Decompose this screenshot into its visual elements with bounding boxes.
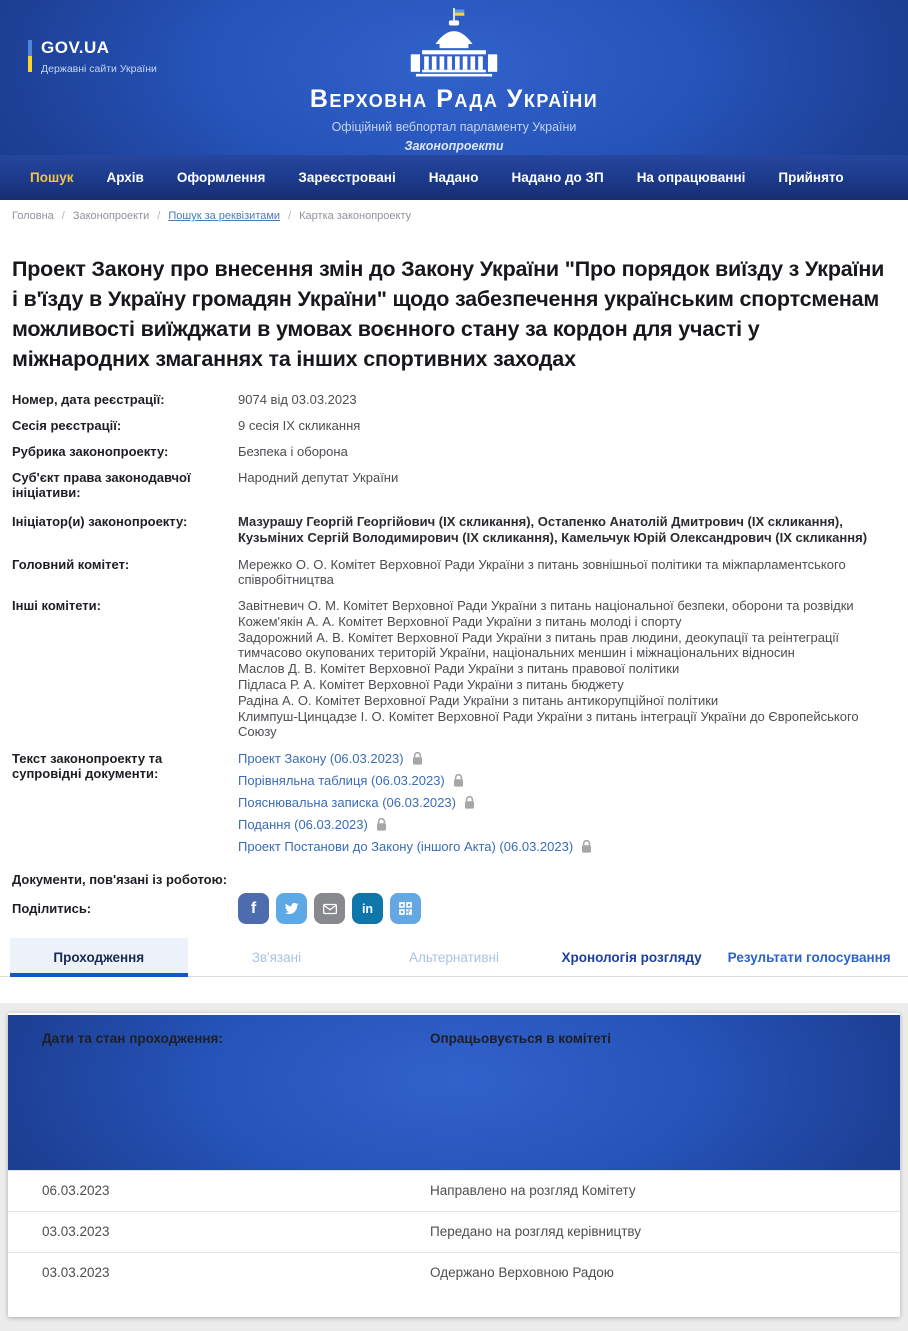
committee-item: Задорожний А. В. Комітет Верховної Ради України з питань прав людини, деокупації та реінтеграції тимчасово окупованих територій України, національних меншин і міжнаціональних відносин [238,630,839,660]
qr-code-icon [397,900,414,917]
site-title: Верховна Рада України [309,85,599,113]
field-registration-number [12,392,896,407]
field-value: Мазурашу Георгій Георгійович (ІХ скликання), Остапенко Анатолій Дмитрович (ІХ скликання), Кузьміних Сергій Володимирович (ІХ скликання), Камельчук Юрій Олександрович (ІХ скликання) [238,514,868,545]
field-value: Безпека і оборона [238,444,348,459]
document-link[interactable] [238,817,593,832]
tab-rezultaty[interactable]: Результати голосування [727,950,891,965]
field-value: 9074 від 03.03.2023 [238,392,357,407]
field-value: 9 сесія ІХ скликання [238,418,361,433]
field-main-committee [12,557,896,587]
nav-item-na-opratsiuvanni[interactable]: На опрацюванні [636,170,746,185]
field-label: Текст законопроекту та супровідні документи: [12,751,163,781]
committee-item: Завітневич О. М. Комітет Верховної Ради України з питань національної безпеки, оборони та розвідки [238,598,854,613]
field-other-committees [12,598,896,740]
lock-icon [452,773,465,788]
committee-item: Кожем'якін А. А. Комітет Верховної Ради України з питань молоді і спорту [238,614,682,629]
breadcrumb-separator: / [157,210,161,222]
committee-item: Радіна А. О. Комітет Верховної Ради України з питань антикорупційної політики [238,693,719,708]
document-link[interactable] [238,795,593,810]
status-table-header [8,1015,900,1170]
facebook-icon: f [250,899,257,917]
field-value: Мережко О. О. Комітет Верховної Ради України з питань зовнішньої політики та міжпарламентського співробітництва [238,557,846,587]
bill-card [0,254,908,924]
tab-khronolohiia[interactable]: Хронологія розгляду [561,950,702,965]
bill-title: Проект Закону про внесення змін до Закону України "Про порядок виїзду з України і в'їзду в Україну громадян України" щодо забезпечення українським спортсменам можливості виїжджати в умовах воєнного стану за кордон для участі у міжнародних змаганнях та інших спортивних заходах [12,257,885,371]
committee-item: Маслов Д. В. Комітет Верховної Ради України з питань правової політики [238,661,680,676]
document-link[interactable] [238,751,593,766]
qr-share-button[interactable] [390,893,421,924]
breadcrumb-bills[interactable]: Законопроекти [72,210,150,222]
field-label: Сесія реєстрації: [12,418,122,433]
table-row [8,1211,900,1252]
breadcrumb-separator: / [61,210,65,222]
status-card [8,1013,900,1317]
field-session [12,418,896,433]
field-label: Суб'єкт права законодавчої ініціативи: [12,470,191,500]
status-date: 06.03.2023 [42,1183,110,1198]
nav-item-oformlennia[interactable]: Оформлення [176,170,266,185]
field-label: Головний комітет: [12,557,130,572]
nav-item-zareiestrovani[interactable]: Зареєстровані [298,170,396,185]
lock-icon [375,817,388,832]
lock-icon [580,839,593,854]
document-link-label[interactable]: Проект Закону (06.03.2023) [238,751,404,766]
status-section [0,1003,908,1331]
document-link[interactable] [238,773,593,788]
email-icon [321,900,339,918]
breadcrumb-bill-card: Картка законопроекту [299,210,412,222]
document-link-label[interactable]: Проект Постанови до Закону (іншого Акта) (06.03.2023) [238,839,574,854]
breadcrumb-separator: / [288,210,292,222]
field-label: Інші комітети: [12,598,101,613]
nav-item-pryiniato[interactable]: Прийнято [778,170,844,185]
status-text: Направлено на розгляд Комітету [430,1183,636,1198]
site-header [0,0,908,155]
nav-item-arkhiv[interactable]: Архів [106,170,144,185]
facebook-share-button[interactable] [238,893,269,924]
field-label: Номер, дата реєстрації: [12,392,165,407]
breadcrumb [0,200,908,228]
document-link-label[interactable]: Подання (06.03.2023) [238,817,368,832]
field-initiative-subject [12,470,896,500]
field-label: Ініціатор(и) законопроекту: [12,514,188,529]
email-share-button[interactable] [314,893,345,924]
document-list [238,751,593,861]
table-row [8,1170,900,1211]
status-date: 03.03.2023 [42,1265,110,1280]
document-link-label[interactable]: Пояснювальна записка (06.03.2023) [238,795,456,810]
tab-zviazani[interactable]: Зв'язані [251,950,302,965]
document-link[interactable] [238,839,593,854]
lock-icon [463,795,476,810]
nav-item-poshuk[interactable]: Пошук [30,170,74,185]
tab-prokhodzhennia[interactable]: Проходження [10,938,188,977]
breadcrumb-search-link[interactable]: Пошук за реквізитами [168,210,281,222]
status-header-dates: Дати та стан проходження: [42,1031,223,1046]
status-header-state: Опрацьовується в комітеті [430,1031,611,1046]
site-section-label: Законопроекти [404,139,504,153]
twitter-icon [283,900,300,917]
gov-ua-title: GOV.UA [41,38,110,57]
status-text: Одержано Верховною Радою [430,1265,614,1280]
site-subtitle: Офіційний вебпортал парламенту України [331,120,577,134]
field-documents [12,751,896,861]
breadcrumb-home[interactable]: Головна [12,210,54,222]
field-rubric [12,444,896,459]
parliament-building-icon [395,8,513,78]
lock-icon [411,751,424,766]
linkedin-icon: in [361,901,374,916]
tab-alternatyvni[interactable]: Альтернативні [409,950,499,965]
field-value: Народний депутат України [238,470,399,485]
twitter-share-button[interactable] [276,893,307,924]
nav-item-nadano-do-zp[interactable]: Надано до ЗП [511,170,604,185]
main-navigation [0,155,908,200]
linkedin-share-button[interactable] [352,893,383,924]
committee-list [238,598,888,740]
status-text: Передано на розгляд керівництву [430,1224,642,1239]
committee-item: Підласа Р. А. Комітет Верховної Ради України з питань бюджету [238,677,624,692]
status-date: 03.03.2023 [42,1224,110,1239]
table-row [8,1252,900,1293]
nav-item-nadano[interactable]: Надано [428,170,479,185]
gov-ua-subtitle: Державні сайти України [41,63,157,75]
field-label: Рубрика законопроекту: [12,444,169,459]
share-label: Поділитись: [12,901,92,916]
field-initiators [12,514,896,546]
bill-tabs [0,938,908,977]
share-row [12,893,896,924]
field-related-documents [12,872,896,887]
committee-item: Климпуш-Цинцадзе І. О. Комітет Верховної Ради України з питань інтеграції України до Європейського Союзу [238,709,859,739]
document-link-label[interactable]: Порівняльна таблиця (06.03.2023) [238,773,445,788]
field-label: Документи, пов'язані із роботою: [12,872,228,887]
